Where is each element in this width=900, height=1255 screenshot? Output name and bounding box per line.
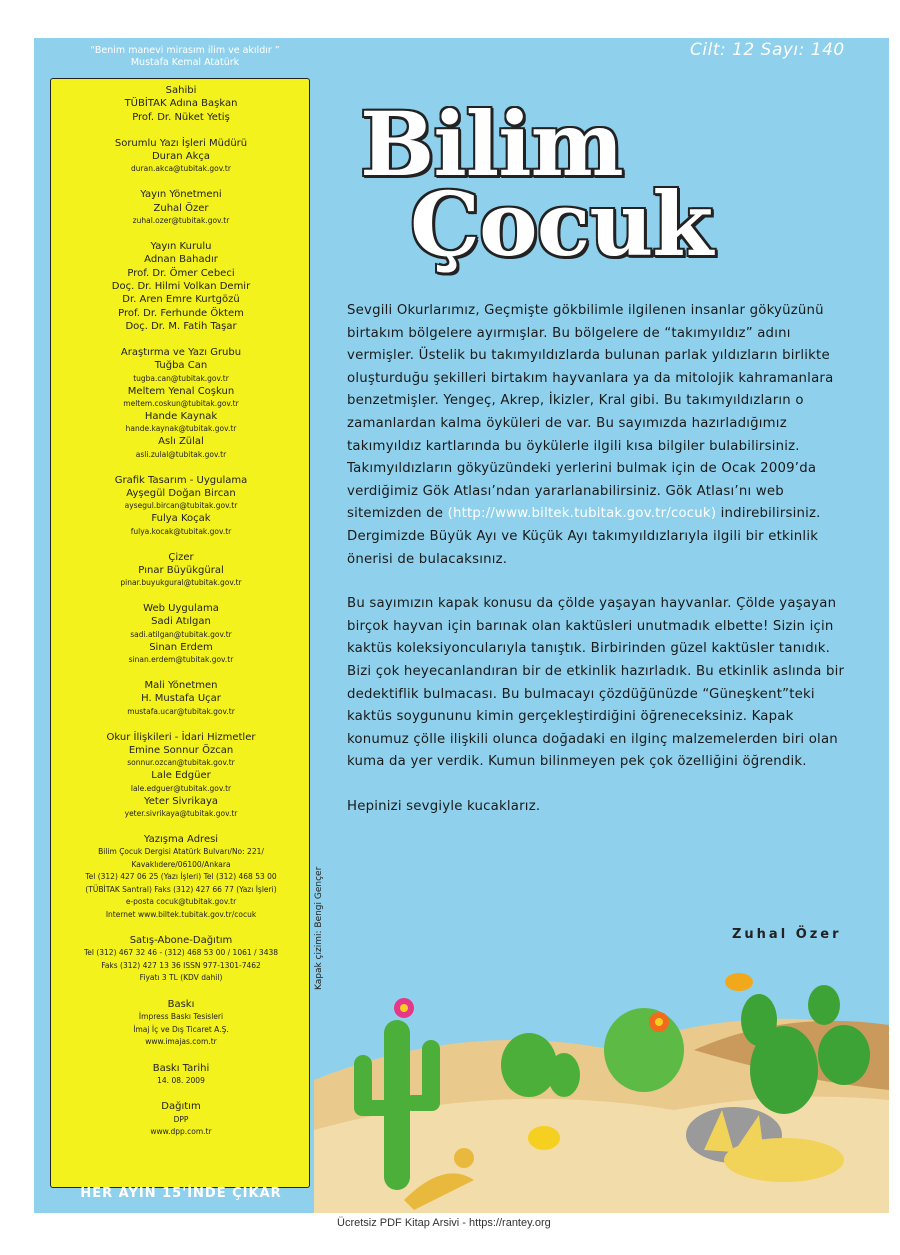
staff-email[interactable]: aysegul.bircan@tubitak.gov.tr <box>124 501 238 511</box>
letter-paragraph-1 <box>347 300 857 571</box>
staff-name: Hande Kaynak <box>144 411 218 423</box>
owner-section <box>50 84 312 124</box>
staff-name: Ayşegül Doğan Bircan <box>126 487 236 499</box>
sales-section <box>50 934 312 985</box>
staff-name: Sinan Erdem <box>149 641 213 653</box>
section-title: Baskı <box>167 998 195 1010</box>
owner-name: Prof. Dr. Nüket Yetiş <box>132 111 230 123</box>
print-date-section <box>50 1062 312 1088</box>
staff-email[interactable]: sadi.atilgan@tubitak.gov.tr <box>130 629 232 639</box>
address-website[interactable]: Internet www.biltek.tubitak.gov.tr/cocuk <box>105 909 257 919</box>
editor-email[interactable]: duran.akca@tubitak.gov.tr <box>131 164 231 174</box>
print-line: İmaj İç ve Dış Ticaret A.Ş. <box>133 1024 229 1034</box>
staff-email[interactable]: meltem.coskun@tubitak.gov.tr <box>123 399 239 409</box>
staff-name: Pınar Büyükgüral <box>138 564 224 576</box>
website-link[interactable]: (http://www.biltek.tubitak.gov.tr/cocuk) <box>447 506 717 522</box>
section-title: Sorumlu Yazı İşleri Müdürü <box>114 137 248 149</box>
address-line: (TÜBİTAK Santral) Faks (312) 427 66 77 (Yazı İşleri) <box>85 884 277 894</box>
board-member: Doç. Dr. M. Fatih Taşar <box>125 320 237 332</box>
section-title: Araştırma ve Yazı Grubu <box>120 347 242 359</box>
staff-email[interactable]: lale.edguer@tubitak.gov.tr <box>130 783 232 793</box>
section-title: Web Uygulama <box>143 603 219 615</box>
board-section <box>50 240 312 333</box>
desert-illustration <box>314 960 889 1213</box>
issue-number: Cilt: 12 Sayı: 140 <box>690 40 845 60</box>
staff-name: H. Mustafa Uçar <box>141 693 221 705</box>
board-member: Dr. Aren Emre Kurtgözü <box>122 294 240 306</box>
staff-email[interactable]: sonnur.ozcan@tubitak.gov.tr <box>127 758 235 768</box>
masthead-title-line1: Bilim <box>360 92 623 196</box>
section-title: Grafik Tasarım - Uygulama <box>114 474 248 486</box>
distribution-section <box>50 1100 312 1138</box>
staff-name: Meltem Yenal Coşkun <box>127 385 235 397</box>
staff-name: Yeter Sivrikaya <box>143 795 219 807</box>
section-title: Yayın Yönetmeni <box>140 189 222 201</box>
letter-paragraph-2: Bu sayımızın kapak konusu da çölde yaşayan hayvanlar. Çölde yaşayan birçok hayvan için barınak olan kaktüsleri unutmadık elbette! Sizin için kaktüs koleksiyoncularıyla tanıştık. Birbirinden güzel kaktüsler tanıdık. Bizi çok heyecanlandıran bir de etkinlik hazırladık. Bu etkinlik aslında bir dedektiflik bulmacası. Bu bulmacayı çözdüğünüzde “Güneşkent”teki kaktüs soygununu kimin gerçekleştirdiğini öğreneceksiniz. Kapak konumuz çölle ilişkili olunca doğadaki en ilginç malzemelerden biri olan kuma da yer verdik. Kumun bilinmeyen pek çok özelliğini öğrendik. <box>347 596 845 770</box>
staff-email[interactable]: sinan.erdem@tubitak.gov.tr <box>128 655 234 665</box>
watermark: Ücretsiz PDF Kitap Arsivi - https://rantey.org <box>337 1217 551 1229</box>
address-section <box>50 833 312 921</box>
address-line: Kavaklıdere/06100/Ankara <box>131 859 231 869</box>
address-line: Bilim Çocuk Dergisi Atatürk Bulvarı/No: 221/ <box>98 847 264 857</box>
board-member: Prof. Dr. Ömer Cebeci <box>127 267 235 279</box>
section-title: Sahibi <box>165 85 197 96</box>
address-email[interactable]: e-posta cocuk@tubitak.gov.tr <box>125 897 237 907</box>
reader-relations-section <box>50 731 312 820</box>
staff-name: Tuğba Can <box>154 360 208 372</box>
masthead-panel <box>50 84 312 1152</box>
quote-text: “Benim manevi mirasım ilim ve akıldır ” <box>90 45 280 56</box>
masthead-title-line2: Çocuk <box>410 172 713 276</box>
managing-editor-section <box>50 188 312 227</box>
barrel-cactus <box>501 1033 580 1097</box>
staff-name: Sadi Atılgan <box>151 616 211 628</box>
section-title: Baskı Tarihi <box>152 1062 210 1074</box>
web-section <box>50 602 312 666</box>
board-member: Prof. Dr. Ferhunde Öktem <box>118 307 244 319</box>
address-line: Tel (312) 427 06 25 (Yazı İşleri) Tel (312) 468 53 00 <box>85 872 277 882</box>
illustrator-section <box>50 551 312 590</box>
editor-section <box>50 137 312 176</box>
ataturk-quote <box>50 45 320 69</box>
round-cactus <box>604 1008 684 1092</box>
managing-editor-email[interactable]: zuhal.ozer@tubitak.gov.tr <box>132 216 230 226</box>
section-title: Okur İlişkileri - İdari Hizmetler <box>106 731 256 743</box>
staff-email[interactable]: hande.kaynak@tubitak.gov.tr <box>125 424 237 434</box>
staff-name: Emine Sonnur Özcan <box>128 744 234 756</box>
print-line: İmpress Baskı Tesisleri <box>138 1012 224 1022</box>
publication-schedule: HER AYIN 15'İNDE ÇIKAR <box>80 1186 282 1201</box>
board-member: Doç. Dr. Hilmi Volkan Demir <box>111 280 251 292</box>
staff-email[interactable]: yeter.sivrikaya@tubitak.gov.tr <box>124 808 238 818</box>
print-website[interactable]: www.imajas.com.tr <box>145 1037 217 1047</box>
research-section <box>50 346 312 460</box>
staff-name: Fulya Koçak <box>151 513 211 525</box>
distribution-website[interactable]: www.dpp.com.tr <box>150 1127 212 1137</box>
section-title: Çizer <box>168 551 194 563</box>
letter-paragraph-3: Hepinizi sevgiyle kucaklarız. <box>347 798 541 814</box>
section-title: Mali Yönetmen <box>144 680 218 692</box>
finance-section <box>50 679 312 718</box>
sales-line: Faks (312) 427 13 36 ISSN 977-1301-7462 <box>101 960 261 970</box>
staff-email[interactable]: mustafa.ucar@tubitak.gov.tr <box>127 706 235 716</box>
managing-editor-name: Zuhal Özer <box>153 202 209 214</box>
staff-name: Aslı Zülal <box>158 436 204 448</box>
staff-name: Lale Edgüer <box>151 770 211 782</box>
editor-name: Duran Akça <box>151 151 211 163</box>
letter-text: Sevgili Okurlarımız, Geçmişte gökbilimle ilgilenen insanlar gökyüzünü birtakım bölgelere ayırmışlar. Bu bölgelere de “takımyıldız” adını vermişler. Üstelik bu takımyıldızlarda bulunan parlak yıldızların birlikte oluşturduğu şekilleri birtakım hayvanlara ya da mitolojik kahramanlara benzetmişler. Yengeç, Akrep, İkizler, Kral gibi. Bu takımyıldızların o zamanlardan kalma öyküleri de var. Bu sayımızda hazırladığımız takımyıldız kartlarında bu öykülerle ilgili kısa bilgiler bulabilirsiniz. Takımyıldızların gökyüzündeki yerlerini bulmak için de Ocak 2009’da verdiğimiz Gök Atlası’ndan yararlanabilirsiniz. Gök Atlası’nı web sitemizden de <box>347 303 834 522</box>
staff-email[interactable]: fulya.kocak@tubitak.gov.tr <box>130 526 232 536</box>
graphic-section <box>50 474 312 538</box>
staff-email[interactable]: pinar.buyukgural@tubitak.gov.tr <box>120 578 242 588</box>
staff-email[interactable]: tugba.can@tubitak.gov.tr <box>133 373 229 383</box>
distribution-line: DPP <box>173 1114 189 1124</box>
staff-email[interactable]: asli.zulal@tubitak.gov.tr <box>135 449 227 459</box>
section-title: Yayın Kurulu <box>150 241 212 253</box>
board-member: Adnan Bahadır <box>144 254 218 266</box>
sales-line: Tel (312) 467 32 46 - (312) 468 53 00 / 1061 / 3438 <box>83 948 279 958</box>
section-title: Yazışma Adresi <box>143 833 219 845</box>
signature: Zuhal Özer <box>732 927 842 942</box>
price-line: Fiyatı 3 TL (KDV dahil) <box>139 973 223 983</box>
editorial-letter <box>347 300 857 840</box>
section-title: Dağıtım <box>161 1101 201 1113</box>
owner-line: TÜBİTAK Adına Başkan <box>124 98 238 110</box>
cover-credit: Kapak çizimi: Bengi Gençer <box>314 866 324 990</box>
letter-text: indirebilirsiniz. Dergimizde Büyük Ayı ve Küçük Ayı takımyıldızlarıyla ilgili bir etkinlik önerisi de bulacaksınız. <box>347 506 821 567</box>
print-date: 14. 08. 2009 <box>157 1075 205 1085</box>
quote-author: Mustafa Kemal Atatürk <box>130 57 240 68</box>
print-section <box>50 998 312 1049</box>
section-title: Satış-Abone-Dağıtım <box>129 935 233 947</box>
